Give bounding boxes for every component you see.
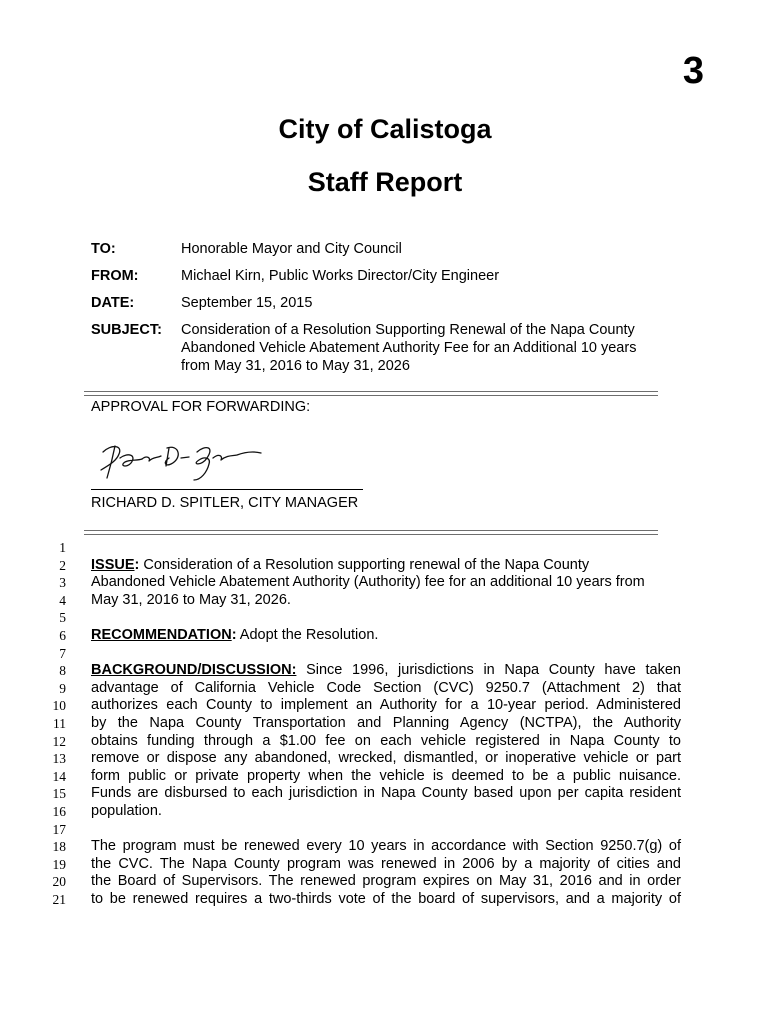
line-number: 1 <box>59 540 66 555</box>
line-number: 13 <box>52 751 66 767</box>
line-number: 14 <box>52 768 66 784</box>
signatory-name: RICHARD D. SPITLER, CITY MANAGER <box>91 495 359 511</box>
background-text-line: population. <box>91 802 162 819</box>
background-text-line: obtains funding through a $1.00 fee on each vehicle registered in Napa County to <box>91 732 681 749</box>
issue-text-line: May 31, 2016 to May 31, 2026. <box>91 591 291 608</box>
line-number: 21 <box>52 891 66 907</box>
line-number: 12 <box>52 733 66 749</box>
blank-line <box>91 645 681 663</box>
background-heading: BACKGROUND/DISCUSSION: <box>91 662 297 679</box>
background-text-line: by the Napa County Transportation and Planning Agency (NCTPA), the Authority <box>91 714 681 731</box>
line-number: 9 <box>59 680 66 696</box>
recommendation-heading: RECOMMENDATION <box>91 626 232 643</box>
background-line <box>91 662 681 680</box>
line-number: 4 <box>59 592 66 608</box>
issue-text-line: Abandoned Vehicle Abatement Authority (Authority) fee for an additional 10 years from <box>91 574 645 591</box>
line-numbers <box>36 539 66 908</box>
line-number: 6 <box>59 627 66 643</box>
blank-line <box>91 539 681 557</box>
issue-line: ISSUE: Consideration of a Resolution supporting renewal of the Napa County <box>91 556 590 573</box>
document-subtitle: Staff Report <box>307 167 463 197</box>
approval-divider <box>84 530 658 535</box>
background-text-line: Since 1996, jurisdictions in Napa County have taken <box>296 662 681 679</box>
line-number: 17 <box>52 821 66 837</box>
memo-to-label: TO: <box>91 241 116 257</box>
background-text-line: remove or dispose any abandoned, wrecked, dismantled, or inoperative vehicle or part <box>91 750 681 767</box>
document-title: City of Calistoga <box>278 114 492 144</box>
background-text-line: authorizes each County to implement an Authority for a 10-year period. Administered <box>91 697 681 714</box>
memo-subject-value: Consideration of a Resolution Supporting Renewal of the Napa County Abandoned Vehicle Abatement Authority Fee for an Additional 10 years from May 31, 2016 to May 31, 2026 <box>181 322 637 374</box>
background-text-line: form public or private property when the vehicle is deemed to be a public nuisance. <box>91 767 681 784</box>
memo-from-value: Michael Kirn, Public Works Director/City Engineer <box>181 268 500 284</box>
memo-from-label: FROM: <box>91 268 139 284</box>
page-number: 3 <box>682 50 704 92</box>
line-number: 11 <box>53 715 66 731</box>
blank-line <box>91 821 681 839</box>
issue-heading: ISSUE <box>91 556 135 573</box>
background-text-line: Funds are disbursed to each jurisdiction in Napa County based upon per capita resident <box>91 785 681 802</box>
recommendation-line: RECOMMENDATION: Adopt the Resolution. <box>91 626 379 643</box>
approval-label: APPROVAL FOR FORWARDING: <box>91 399 311 415</box>
memo-subject-label: SUBJECT: <box>91 322 162 338</box>
line-number: 10 <box>52 698 66 714</box>
line-number: 7 <box>59 645 66 661</box>
line-number: 16 <box>52 803 66 819</box>
line-number: 20 <box>52 874 66 890</box>
header-divider <box>84 391 658 396</box>
signature-image <box>93 436 273 481</box>
program-text-line: The program must be renewed every 10 years in accordance with Section 9250.7(g) of <box>91 838 681 855</box>
line-number: 15 <box>52 786 66 802</box>
program-text-line: the Board of Supervisors. The renewed program expires on May 31, 2016 and in order <box>91 873 681 890</box>
line-number: 19 <box>52 856 66 872</box>
memo-to-value: Honorable Mayor and City Council <box>181 241 402 257</box>
report-body <box>91 539 681 908</box>
line-number: 2 <box>59 557 66 573</box>
blank-line <box>91 609 681 627</box>
line-number: 8 <box>59 663 66 679</box>
memo-date-label: DATE: <box>91 295 135 311</box>
background-text-line: advantage of California Vehicle Code Section (CVC) 9250.7 (Attachment 2) that <box>91 679 681 696</box>
line-number: 18 <box>52 839 66 855</box>
program-text-line: to be renewed requires a two-thirds vote of the board of supervisors, and a majority of <box>91 890 681 907</box>
line-number: 3 <box>59 575 66 591</box>
line-number: 5 <box>59 610 66 626</box>
recommendation-text: Adopt the Resolution. <box>236 626 379 643</box>
signature-line <box>91 489 363 490</box>
program-text-line: the CVC. The Napa County program was renewed in 2006 by a majority of cities and <box>91 855 681 872</box>
memo-date-value: September 15, 2015 <box>181 295 313 311</box>
issue-text-line: Consideration of a Resolution supporting renewal of the Napa County <box>139 556 590 573</box>
